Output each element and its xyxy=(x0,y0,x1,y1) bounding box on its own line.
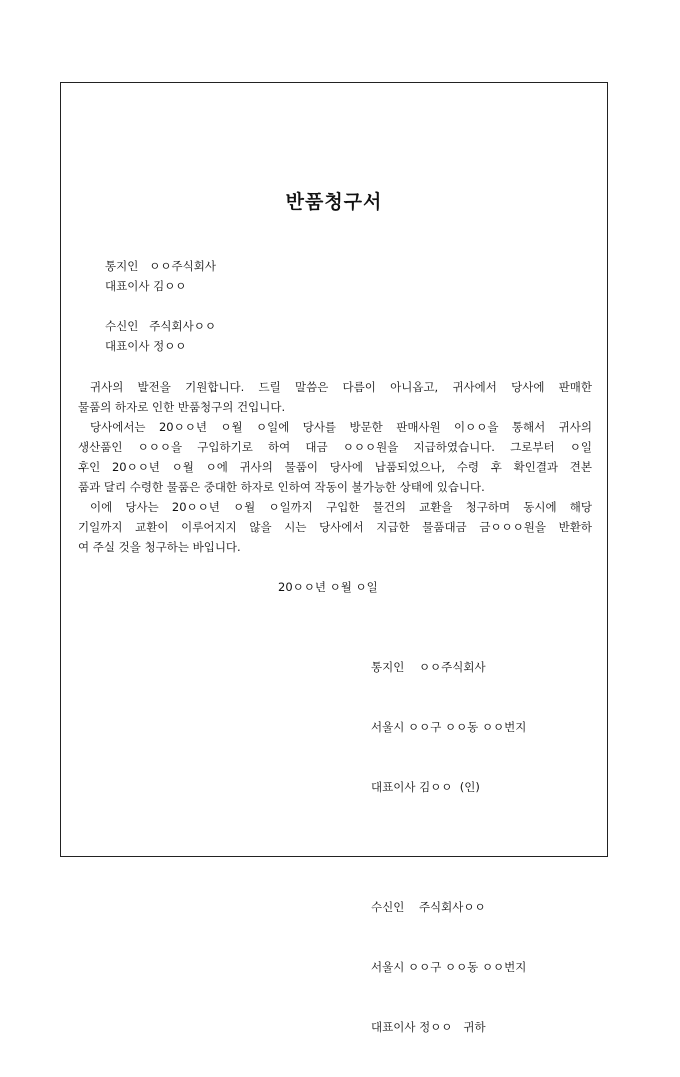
sender-representative: 대표이사 김ㅇㅇ xyxy=(105,279,187,293)
document-date: 20ㅇㅇ년 ㅇ월 ㅇ일 xyxy=(278,580,378,594)
recipient-name: 수신인 주식회사ㅇㅇ xyxy=(105,319,216,333)
body-line: 이에 당사는 20ㅇㅇ년 ㅇ월 ㅇ일까지 구입한 물건의 교환을 청구하며 동시에 해당 xyxy=(90,500,592,514)
document-page xyxy=(60,82,608,1034)
sender-name: 통지인 ㅇㅇ주식회사 xyxy=(105,259,216,273)
document-title: 반품청구서 xyxy=(285,191,383,213)
body-line: 품과 달리 수령한 물품은 중대한 하자로 인하여 작동이 불가능한 상태에 있습니다. xyxy=(78,480,485,494)
body-text xyxy=(78,377,592,557)
signature-recipient-address: 서울시 ㅇㅇ구 ㅇㅇ동 ㅇㅇ번지 xyxy=(371,960,527,974)
signature-sender-address: 서울시 ㅇㅇ구 ㅇㅇ동 ㅇㅇ번지 xyxy=(371,720,527,734)
signature-sender-name: 통지인 ㅇㅇ주식회사 xyxy=(371,660,486,674)
signature-recipient-representative: 대표이사 정ㅇㅇ 귀하 xyxy=(371,1020,486,1034)
signature-sender-representative: 대표이사 김ㅇㅇ (인) xyxy=(371,780,480,794)
recipient-representative: 대표이사 정ㅇㅇ xyxy=(105,339,187,353)
body-line: 후인 20ㅇㅇ년 ㅇ월 ㅇ에 귀사의 물품이 당사에 납품되었으나, 수령 후 확인결과 견본 xyxy=(78,460,592,474)
body-line: 생산품인 ㅇㅇㅇ을 구입하기로 하여 대금 ㅇㅇㅇ원을 지급하였습니다. 그로부터 ㅇ일 xyxy=(78,440,592,454)
body-line: 여 주실 것을 청구하는 바입니다. xyxy=(78,540,241,554)
body-line: 귀사의 발전을 기원합니다. 드릴 말씀은 다름이 아니옵고, 귀사에서 당사에 판매한 xyxy=(90,380,592,394)
body-line: 당사에서는 20ㅇㅇ년 ㅇ월 ㅇ일에 당사를 방문한 판매사원 이ㅇㅇ을 통해서 귀사의 xyxy=(90,420,592,434)
body-line: 물품의 하자로 인한 반품청구의 건입니다. xyxy=(78,400,286,414)
signature-recipient-name: 수신인 주식회사ㅇㅇ xyxy=(371,900,486,914)
signature-block xyxy=(371,617,526,1077)
body-line: 기일까지 교환이 이루어지지 않을 시는 당사에서 지급한 물품대금 금ㅇㅇㅇ원을 반환하 xyxy=(78,520,592,534)
